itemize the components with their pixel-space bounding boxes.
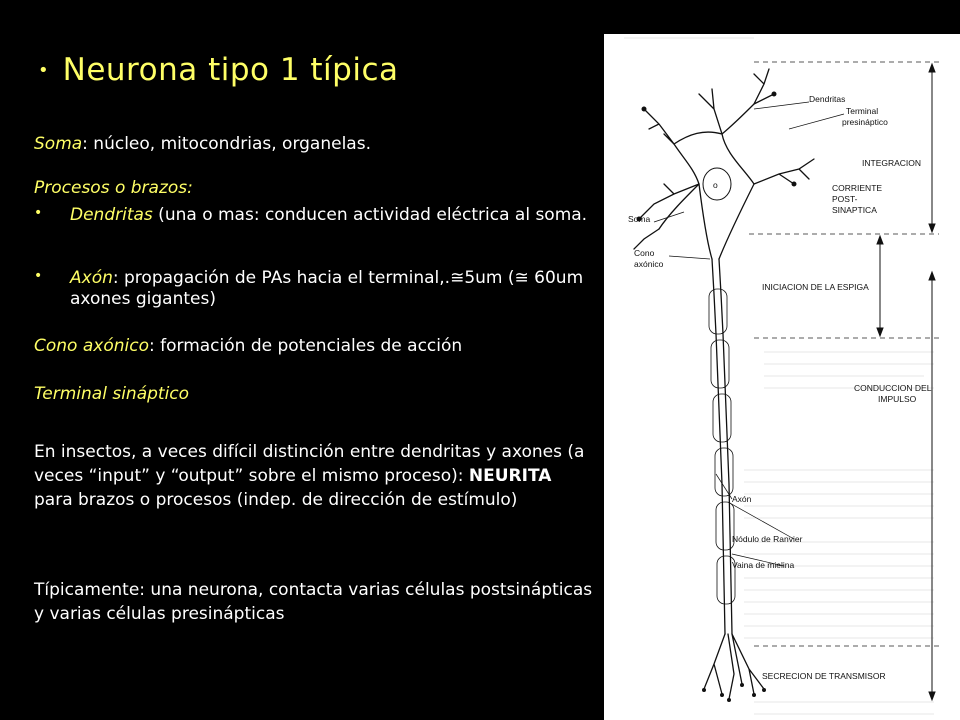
cono-desc: : formación de potenciales de acción [148,336,463,356]
neuron-svg [604,34,960,720]
bullet-dot: • [34,268,43,284]
soma-line [34,134,371,155]
label-corriente-3: SINAPTICA [832,205,877,215]
terminal-line [34,384,189,405]
label-conduccion-1: CONDUCCION DEL [854,383,932,393]
label-terminal-2: presináptico [842,117,888,127]
tipicamente-paragraph: Típicamente: una neurona, contacta varias células postsinápticas y varias células presinápticas [34,580,593,624]
cono-line [34,336,462,357]
neuron-diagram [604,34,960,720]
region-separators [749,62,939,646]
axon-text [70,268,590,310]
axon-desc: : propagación de PAs hacia el terminal,.≅5um (≅ 60um axones gigantes) [70,268,584,309]
axon-term: Axón [70,268,113,288]
procesos-heading-text: Procesos o brazos: [34,178,193,198]
soma-outline [659,104,754,259]
label-corriente-1: CORRIENTE [832,183,883,193]
insectos-part1: En insectos, a veces difícil distinción entre dendritas y axones (a veces “input” y “output” sobre el mismo proceso): [34,442,585,486]
label-integracion: INTEGRACION [862,158,922,168]
soma-term: Soma [34,134,83,154]
dendrite [699,89,722,134]
bullet-dot: • [34,205,43,221]
label-corriente-2: POST- [832,194,858,204]
dendritas-term: Dendritas [70,205,153,225]
dendrite [644,109,674,144]
label-cono-1: Cono [634,248,655,258]
insectos-part2: para brazos o procesos (indep. de dirección de estímulo) [34,490,518,510]
dendrite [634,229,659,249]
nucleolus: o [713,180,718,190]
dendrite [754,159,814,184]
procesos-heading [34,178,193,199]
dendritas-desc: (una o mas: conducen actividad eléctrica al soma. [152,205,588,225]
page-title: Neurona tipo 1 típica [62,52,399,88]
neuron-drawing [634,69,814,699]
label-axon: Axón [732,494,752,504]
title-bullet: • [38,59,49,81]
terminal-term: Terminal sináptico [34,384,190,404]
title-row [38,52,399,88]
neurita-term: NEURITA [468,466,552,486]
insectos-paragraph [34,440,594,512]
label-conduccion-2: IMPULSO [878,394,917,404]
axon-line-left [712,259,725,634]
label-dendritas: Dendritas [809,94,846,104]
dendritas-bullet [34,205,594,226]
label-vaina: Vaina de mielina [732,560,795,570]
label-terminal-1: Terminal [846,106,879,116]
label-soma: Soma [628,214,651,224]
label-iniciacion: INICIACION DE LA ESPIGA [762,282,869,292]
myelin-segments [709,289,735,604]
axon-terminals [704,634,764,699]
cono-term: Cono axónico [34,336,149,356]
label-nodulo: Nódulo de Ranvier [732,534,803,544]
axon-bullet [34,268,594,310]
soma-desc: : núcleo, mitocondrias, organelas. [82,134,371,154]
label-cono-2: axónico [634,259,664,269]
dendrite [754,69,774,104]
dendritas-text [70,205,590,226]
label-secrecion: SECRECION DE TRANSMISOR [762,671,886,681]
